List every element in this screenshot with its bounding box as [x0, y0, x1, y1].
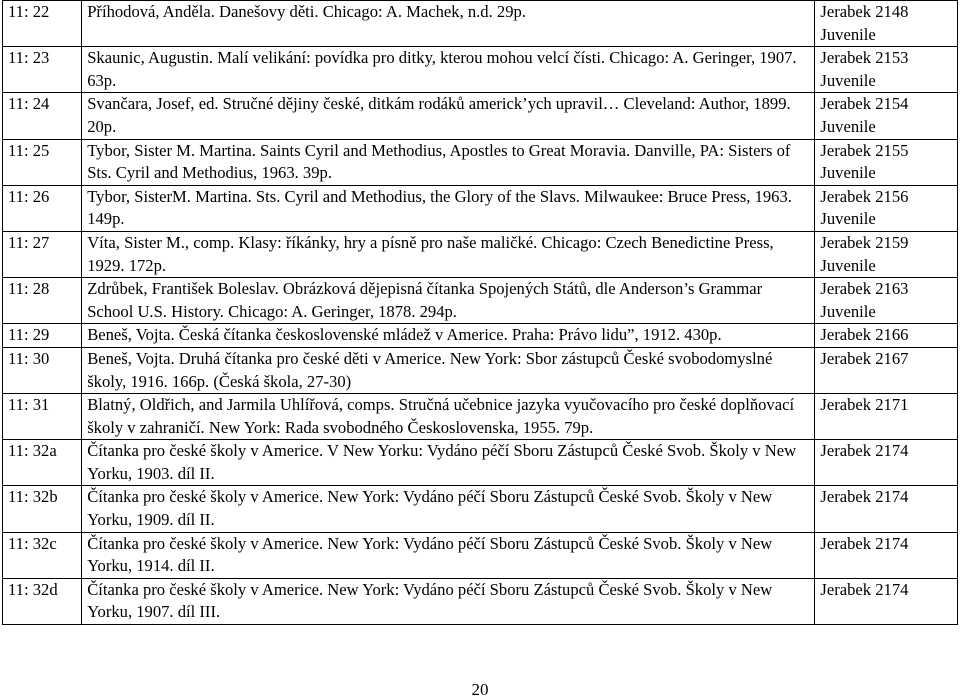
citation-cell	[82, 347, 815, 393]
call-number: Jerabek 2159	[820, 232, 909, 252]
table-row	[3, 578, 958, 624]
call-number: Jerabek 2148	[820, 2, 909, 21]
citation-text: Čítanka pro české školy v Americe. V New Yorku: Vydáno péčí Sboru Zástupců České Svob. Školy v New Yorku, 1903. díl II.	[87, 441, 797, 483]
citation-text: Čítanka pro české školy v Americe. New York: Vydáno péčí Sboru Zástupců České Svob. Školy v New Yorku, 1907. díl III.	[87, 579, 773, 622]
table-row	[3, 139, 958, 185]
table-row	[3, 532, 958, 578]
bibliography-table	[2, 0, 958, 625]
table-row	[3, 185, 958, 231]
citation-text: Tybor, SisterM. Martina. Sts. Cyril and Methodius, the Glory of the Slavs. Milwaukee: Bruce Press, 1963. 149p.	[87, 186, 792, 229]
table-row	[3, 347, 958, 393]
citation-text: Zdrůbek, František Boleslav. Obrázková dějepisná čítanka Spojených Států, dle Anderson’s Grammar School U.S. History. Chicago: A. Geringer, 1878. 294p.	[87, 279, 763, 321]
citation-cell	[82, 578, 815, 624]
call-number-cell	[815, 347, 958, 393]
table-row	[3, 93, 958, 139]
call-number-cell	[815, 394, 958, 440]
entry-id-cell: 11: 22	[3, 1, 82, 47]
call-number: Jerabek 2153	[820, 48, 909, 68]
citation-cell	[82, 394, 815, 440]
call-number-cell	[815, 278, 958, 324]
entry-id-cell: 11: 32b	[3, 486, 82, 532]
citation-cell	[82, 532, 815, 578]
call-number: Jerabek 2171	[820, 395, 909, 415]
citation-text: Čítanka pro české školy v Americe. New York: Vydáno péčí Sboru Zástupců České Svob. Školy v New Yorku, 1914. díl II.	[87, 533, 773, 576]
table-row	[3, 440, 958, 486]
call-number-cell	[815, 578, 958, 624]
collection-label: Juvenile	[820, 163, 876, 183]
call-number: Jerabek 2174	[820, 533, 909, 553]
call-number-cell	[815, 93, 958, 139]
collection-label: Juvenile	[820, 209, 876, 229]
call-number: Jerabek 2167	[820, 348, 909, 368]
entry-id-cell: 11: 28	[3, 278, 82, 324]
citation-text: Beneš, Vojta. Česká čítanka československé mládež v Americe. Praha: Právo lidu”, 1912. 430p.	[87, 325, 722, 345]
citation-text: Víta, Sister M., comp. Klasy: říkánky, hry a písně pro naše maličké. Chicago: Czech Benedictine Press, 1929. 172p.	[87, 232, 774, 275]
collection-label: Juvenile	[820, 255, 876, 275]
call-number-cell	[815, 324, 958, 348]
entry-id-cell: 11: 24	[3, 93, 82, 139]
table-row	[3, 324, 958, 348]
citation-text: Skaunic, Augustin. Malí velikání: povídka pro ditky, kterou mohou velcí čísti. Chicago: A. Geringer, 1907. 63p.	[87, 48, 797, 90]
collection-label: Juvenile	[820, 116, 876, 136]
citation-cell	[82, 486, 815, 532]
entry-id-cell: 11: 29	[3, 324, 82, 348]
citation-cell	[82, 1, 815, 47]
table-row	[3, 1, 958, 47]
citation-cell	[82, 47, 815, 93]
collection-label: Juvenile	[820, 301, 876, 321]
call-number: Jerabek 2166	[820, 325, 909, 345]
table-row	[3, 394, 958, 440]
citation-cell	[82, 139, 815, 185]
citation-text: Příhodová, Anděla. Danešovy děti. Chicago: A. Machek, n.d. 29p.	[87, 2, 526, 21]
citation-cell	[82, 278, 815, 324]
call-number: Jerabek 2174	[820, 487, 909, 507]
call-number-cell	[815, 185, 958, 231]
table-row	[3, 47, 958, 93]
collection-label: Juvenile	[820, 70, 876, 90]
table-row	[3, 278, 958, 324]
call-number: Jerabek 2154	[820, 94, 909, 114]
citation-cell	[82, 231, 815, 277]
entry-id-cell: 11: 25	[3, 139, 82, 185]
entry-id-cell: 11: 32d	[3, 578, 82, 624]
citation-text: Čítanka pro české školy v Americe. New York: Vydáno péčí Sboru Zástupců České Svob. Školy v New Yorku, 1909. díl II.	[87, 487, 773, 530]
call-number-cell	[815, 47, 958, 93]
call-number-cell	[815, 139, 958, 185]
call-number: Jerabek 2174	[820, 579, 909, 599]
entry-id-cell: 11: 23	[3, 47, 82, 93]
citation-cell	[82, 185, 815, 231]
call-number: Jerabek 2156	[820, 186, 909, 206]
call-number: Jerabek 2163	[820, 279, 909, 299]
citation-text: Svančara, Josef, ed. Stručné dějiny české, ditkám rodáků americk’ych upravil… Cleveland: Author, 1899. 20p.	[87, 94, 791, 136]
call-number: Jerabek 2174	[820, 441, 909, 461]
entry-id-cell: 11: 26	[3, 185, 82, 231]
citation-text: Tybor, Sister M. Martina. Saints Cyril and Methodius, Apostles to Great Moravia. Danville, PA: Sisters of Sts. Cyril and Methodius, 1963. 39p.	[87, 140, 791, 183]
table-row	[3, 486, 958, 532]
entry-id-cell: 11: 31	[3, 394, 82, 440]
call-number: Jerabek 2155	[820, 140, 909, 160]
table-row	[3, 231, 958, 277]
entry-id-cell: 11: 32a	[3, 440, 82, 486]
entry-id-cell: 11: 32c	[3, 532, 82, 578]
collection-label: Juvenile	[820, 24, 876, 44]
page-number: 20	[471, 680, 489, 699]
entry-id-cell: 11: 30	[3, 347, 82, 393]
call-number-cell	[815, 486, 958, 532]
call-number-cell	[815, 532, 958, 578]
call-number-cell	[815, 231, 958, 277]
citation-text: Blatný, Oldřich, and Jarmila Uhlířová, comps. Stručná učebnice jazyka vyučovacího pro české doplňovací školy v zahraničí. New York: Rada svobodného Československa, 1955. 79p.	[87, 395, 795, 437]
entry-id-cell: 11: 27	[3, 231, 82, 277]
call-number-cell	[815, 1, 958, 47]
call-number-cell	[815, 440, 958, 486]
citation-cell	[82, 440, 815, 486]
citation-text: Beneš, Vojta. Druhá čítanka pro české děti v Americe. New York: Sbor zástupců České svobodomyslné školy, 1916. 166p. (Česká škola, 27-30)	[87, 348, 773, 391]
citation-cell	[82, 324, 815, 348]
bibliography-table-body	[3, 1, 958, 625]
citation-cell	[82, 93, 815, 139]
